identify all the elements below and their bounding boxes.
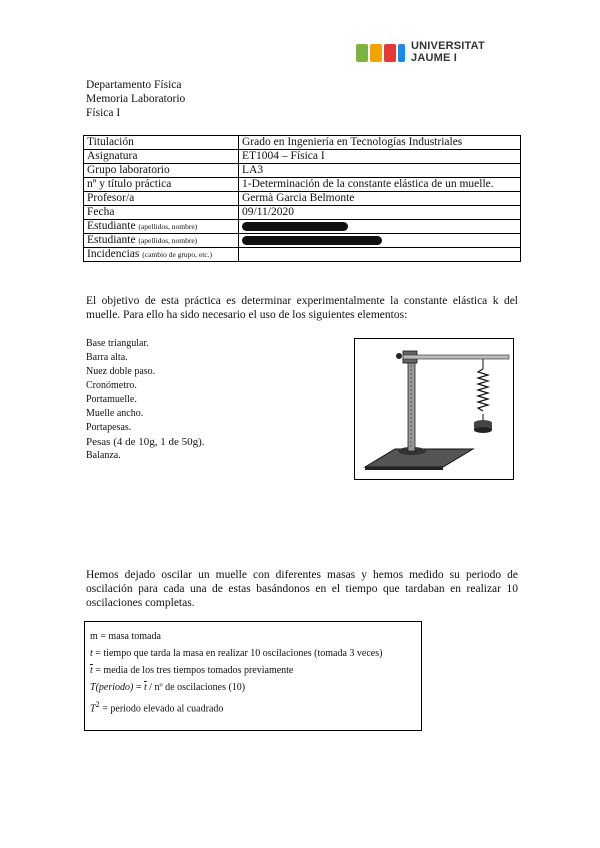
symbol-t: t xyxy=(90,648,93,659)
legend-line-m xyxy=(85,628,421,645)
header-subject: Física I xyxy=(86,107,121,119)
redaction-bar xyxy=(242,222,348,231)
list-item: Barra alta. xyxy=(86,352,128,363)
legend-line-T2 xyxy=(85,696,421,717)
table-row xyxy=(84,178,521,192)
materials-list xyxy=(86,337,205,463)
cell-value-redacted xyxy=(239,220,521,234)
list-item: Base triangular. xyxy=(86,338,149,349)
cell-key xyxy=(84,234,239,248)
cell-value: 09/11/2020 xyxy=(239,206,521,220)
key-note: (apellidos, nombre) xyxy=(138,236,198,245)
cell-key xyxy=(84,248,239,262)
cell-key: Grupo laboratorio xyxy=(84,164,239,178)
symbol-t-bar: $\overline{t}$ xyxy=(90,665,93,676)
university-logo xyxy=(356,40,486,66)
table-row xyxy=(84,220,521,234)
cell-key: Fecha xyxy=(84,206,239,220)
key-label: Estudiante xyxy=(87,234,136,246)
logo-line1: UNIVERSITAT xyxy=(411,40,485,52)
table-row xyxy=(84,150,521,164)
table-row xyxy=(84,206,521,220)
legend-line-tbar xyxy=(85,662,421,679)
legend-box xyxy=(84,621,422,731)
key-label: Estudiante xyxy=(87,220,136,232)
list-item: Balanza. xyxy=(86,450,121,461)
legend-text: / nº de oscilaciones (10) xyxy=(146,682,246,693)
logo-square-green xyxy=(356,44,368,62)
cell-value: ET1004 – Física I xyxy=(239,150,521,164)
legend-text: = tiempo que tarda la masa en realizar 10 oscilaciones (tomada 3 veces) xyxy=(92,648,383,659)
cell-key xyxy=(84,220,239,234)
intro-paragraph: El objetivo de esta práctica es determinar experimentalmente la constante elástica k del muelle. Para ello ha sido necesario el uso de los siguientes elementos: xyxy=(86,295,518,321)
legend-line-period xyxy=(85,679,421,696)
table-row xyxy=(84,192,521,206)
legend-text: = masa tomada xyxy=(97,631,161,642)
cell-key: Asignatura xyxy=(84,150,239,164)
redaction-bar xyxy=(242,236,382,245)
cell-value: 1-Determinación de la constante elástica de un muelle. xyxy=(239,178,521,192)
key-note: (apellidos, nombre) xyxy=(138,222,198,231)
document-header xyxy=(86,78,185,120)
header-memoria: Memoria Laboratorio xyxy=(86,93,186,105)
list-item: Muelle ancho. xyxy=(86,408,144,419)
logo-text xyxy=(411,40,485,64)
key-note: (cambio de grupo, etc.) xyxy=(142,250,213,259)
cell-key: nº y título práctica xyxy=(84,178,239,192)
legend-line-t xyxy=(85,645,421,662)
logo-line2: JAUME I xyxy=(411,52,458,64)
legend-equals: = xyxy=(133,682,144,693)
superscript-2: 2 xyxy=(95,700,100,709)
legend-text: = periodo elevado al cuadrado xyxy=(99,703,224,715)
cell-key: Titulación xyxy=(84,136,239,150)
symbol-periodo: (periodo) xyxy=(95,682,134,693)
legend-text: = media de los tres tiempos tomados previamente xyxy=(92,665,294,676)
table-row xyxy=(84,164,521,178)
apparatus-figure xyxy=(354,338,514,480)
list-item: Pesas (4 de 10g, 1 de 50g). xyxy=(86,436,205,448)
list-item: Portapesas. xyxy=(86,422,132,433)
info-table xyxy=(83,135,521,262)
logo-square-orange xyxy=(370,44,382,62)
table-row xyxy=(84,234,521,248)
symbol-T: T xyxy=(90,682,96,693)
symbol-m: m xyxy=(90,631,98,642)
cell-value-redacted xyxy=(239,234,521,248)
cell-value: Grado en Ingeniería en Tecnologías Industriales xyxy=(239,136,521,150)
cell-key: Profesor/a xyxy=(84,192,239,206)
header-department: Departamento Física xyxy=(86,79,182,91)
cell-value xyxy=(239,248,521,262)
list-item: Cronómetro. xyxy=(86,380,137,391)
spring-apparatus-illustration xyxy=(355,339,513,479)
table-row xyxy=(84,248,521,262)
list-item: Portamuelle. xyxy=(86,394,137,405)
cell-value: Germà Garcia Belmonte xyxy=(239,192,521,206)
cell-value: LA3 xyxy=(239,164,521,178)
table-row xyxy=(84,136,521,150)
list-item: Nuez doble paso. xyxy=(86,366,156,377)
logo-square-red xyxy=(384,44,396,62)
method-paragraph: Hemos dejado oscilar un muelle con diferentes masas y hemos medido su periodo de oscilación para cada una de estas basándonos en el tiempo que tardaban en realizar 10 oscilaciones completas. xyxy=(86,569,518,609)
key-label: Incidencias xyxy=(87,248,140,260)
symbol-t-bar: $\overline{t}$ xyxy=(143,682,147,693)
logo-square-blue xyxy=(398,44,405,62)
symbol-T: T xyxy=(90,703,96,715)
